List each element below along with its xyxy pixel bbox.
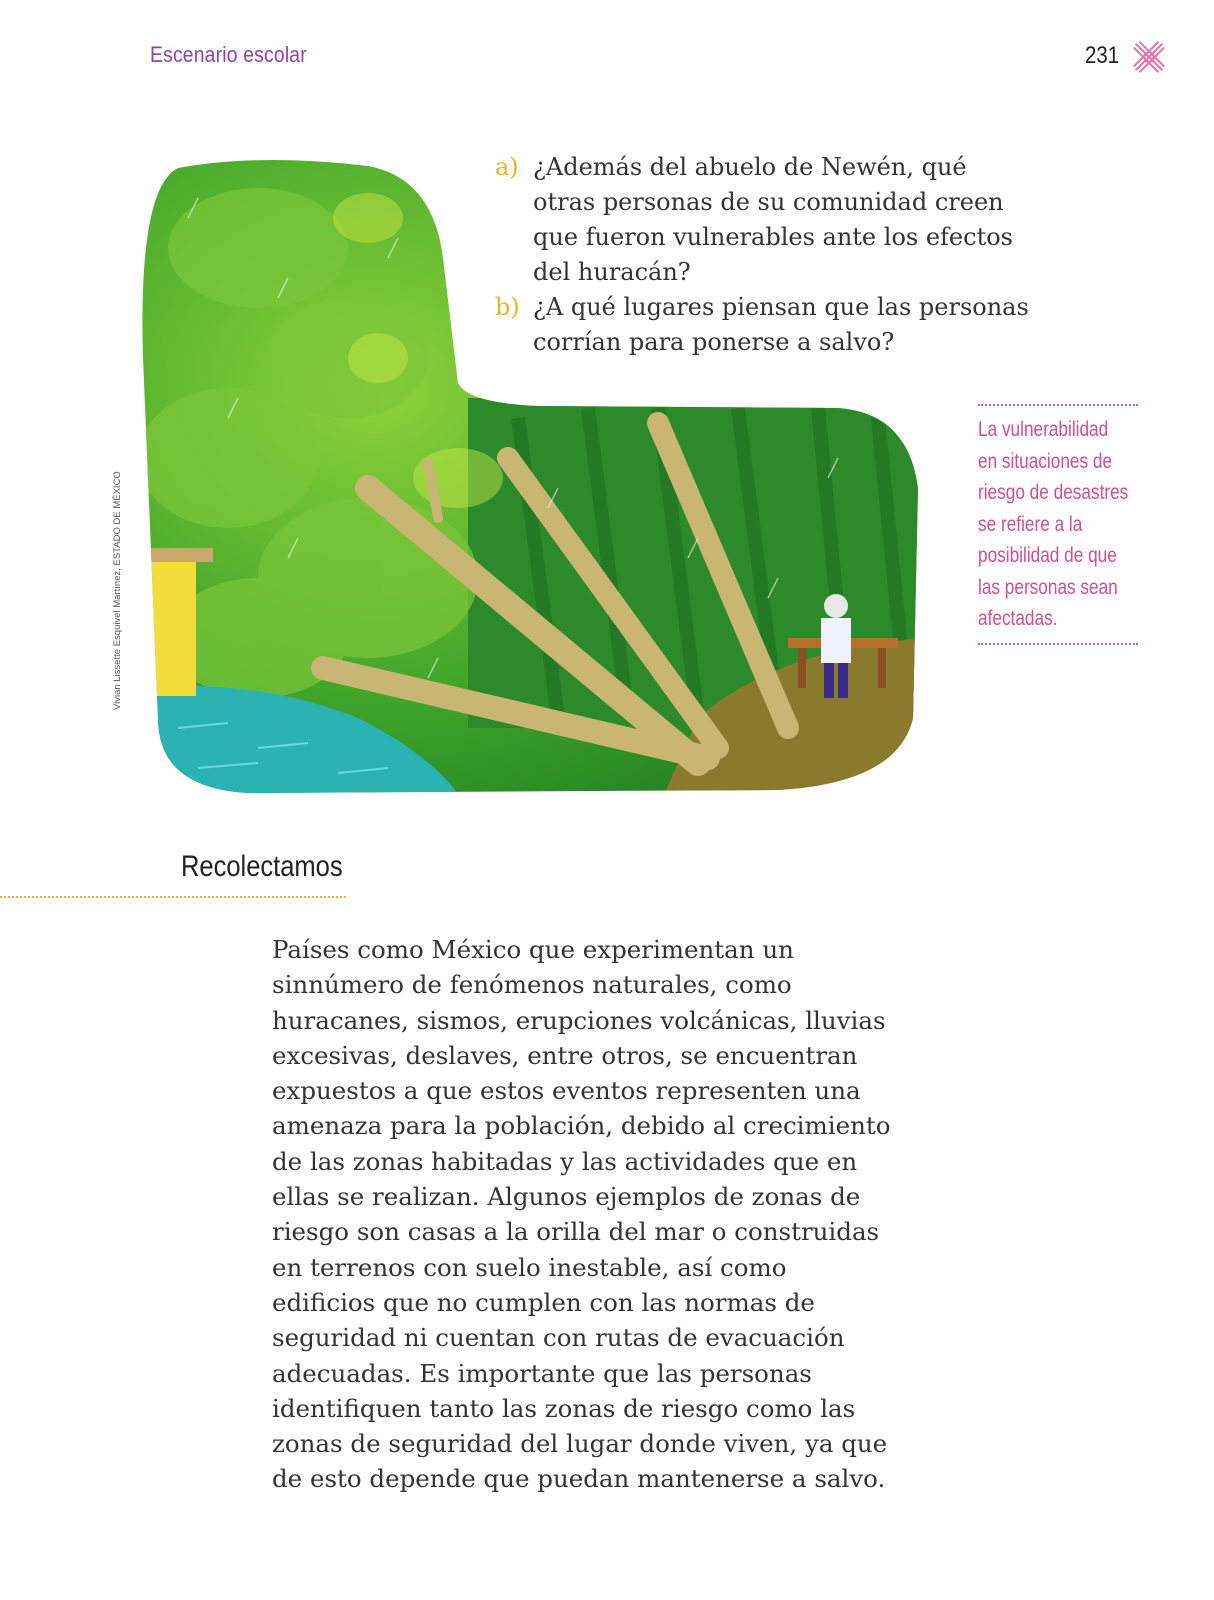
question-line: del huracán? <box>533 258 691 286</box>
header-title: Escenario escolar <box>150 42 307 67</box>
book-emblem-icon <box>1130 38 1168 76</box>
sidenote-line: en situaciones de <box>978 449 1113 473</box>
body-line: expuestos a que estos eventos representen una <box>272 1076 861 1106</box>
question-line: ¿Además del abuelo de Newén, qué <box>533 153 967 181</box>
body-paragraph <box>272 932 912 1497</box>
illustration-credit: Vivian Lissette Esquivel Martínez, ESTADO DE MÉXICO <box>112 471 123 710</box>
body-line: zonas de seguridad del lugar donde viven, ya que <box>272 1429 888 1459</box>
body-line: de esto depende que puedan mantenerse a salvo. <box>272 1464 886 1494</box>
page-number: 231 <box>1085 42 1120 69</box>
body-line: amenaza para la población, debido al crecimiento <box>272 1111 891 1141</box>
sidenote-line: La vulnerabilidad <box>978 418 1109 441</box>
sidenote-box <box>978 404 1138 645</box>
body-line: edificios que no cumplen con las normas de <box>272 1287 815 1317</box>
body-line: identifiquen tanto las zonas de riesgo como las <box>272 1393 856 1423</box>
body-line: seguridad ni cuentan con rutas de evacuación <box>272 1323 845 1353</box>
sidenote-line: posibilidad de que <box>978 544 1117 567</box>
body-line: adecuadas. Es importante que las personas <box>272 1358 812 1388</box>
question-line: que fueron vulnerables ante los efectos <box>533 223 1013 251</box>
sidenote-line: se refiere a la <box>978 512 1083 536</box>
question-letter: a) <box>495 153 519 181</box>
question-a <box>495 150 1055 290</box>
section-title: Recolectamos <box>181 850 343 883</box>
question-letter: b) <box>495 293 520 321</box>
question-line: corrían para ponerse a salvo? <box>533 328 895 356</box>
question-line: ¿A qué lugares piensan que las personas <box>533 293 1029 321</box>
body-line: ellas se realizan. Algunos ejemplos de zonas de <box>272 1182 861 1212</box>
body-line: de las zonas habitadas y las actividades que en <box>272 1146 858 1176</box>
body-line: huracanes, sismos, erupciones volcánicas, lluvias <box>272 1005 886 1035</box>
body-line: sinnúmero de fenómenos naturales, como <box>272 970 792 1000</box>
body-line: Países como México que experimentan un <box>272 935 794 964</box>
sidenote-line: las personas sean <box>978 575 1118 599</box>
sidenote-line: riesgo de desastres <box>978 481 1129 504</box>
question-b <box>495 290 1055 360</box>
body-line: excesivas, deslaves, entre otros, se encuentran <box>272 1040 858 1070</box>
section-divider <box>0 896 346 898</box>
question-list <box>495 150 1055 360</box>
sidenote-line: afectadas. <box>978 607 1058 630</box>
body-line: en terrenos con suelo inestable, así como <box>272 1252 787 1282</box>
body-line: riesgo son casas a la orilla del mar o construidas <box>272 1217 880 1247</box>
question-line: otras personas de su comunidad creen <box>533 188 1004 216</box>
